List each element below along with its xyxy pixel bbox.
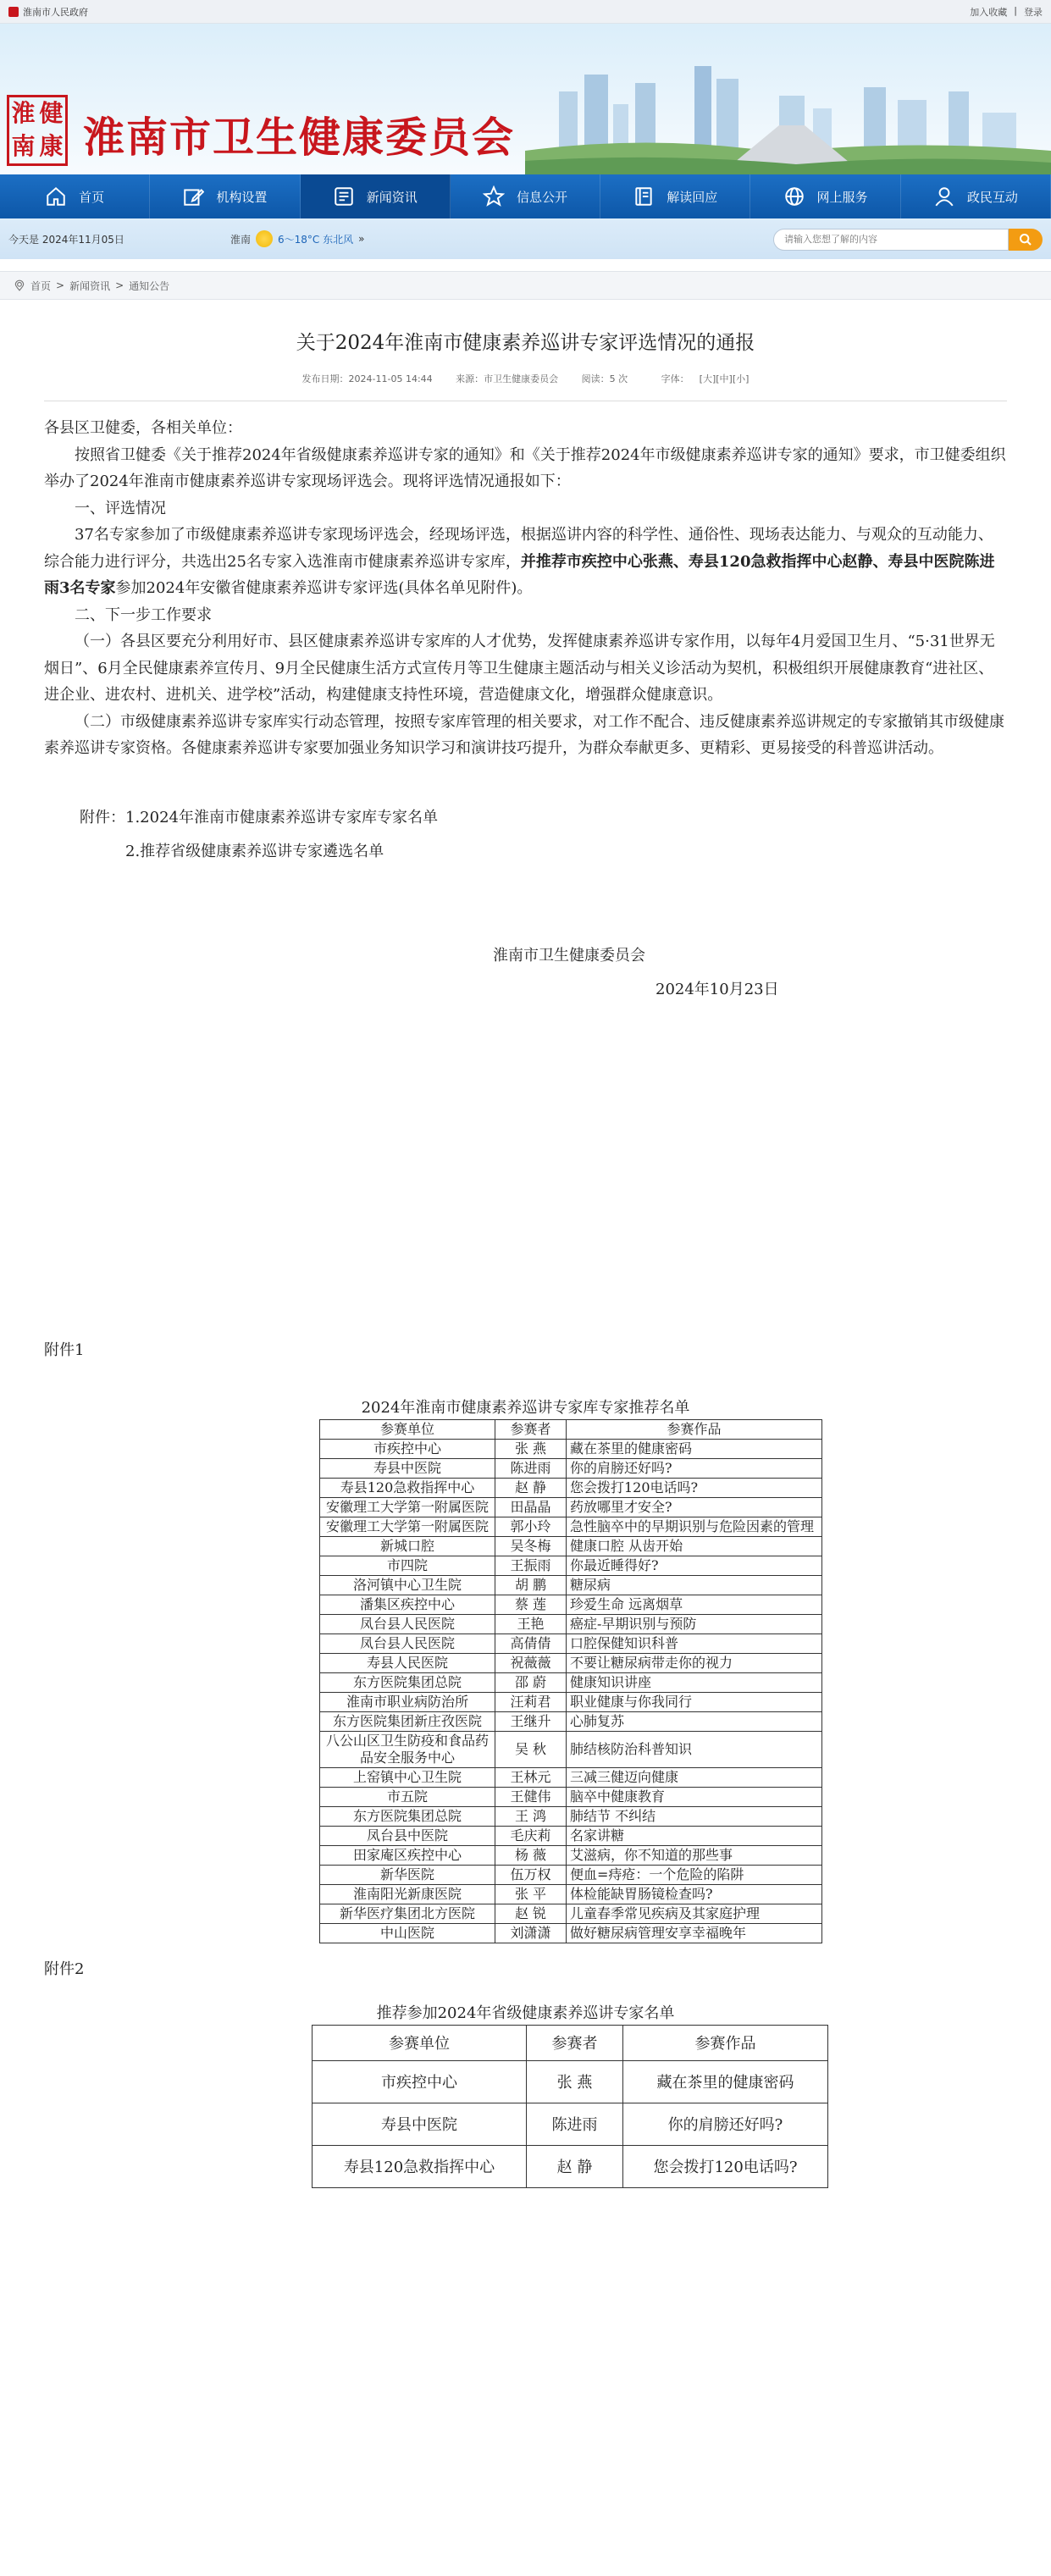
table-cell: 胡 鹏 xyxy=(495,1575,567,1595)
logo-char: 淮 xyxy=(11,99,36,127)
article xyxy=(0,327,1051,2188)
table-cell: 不要让糖尿病带走你的视力 xyxy=(567,1653,822,1672)
weather-city: 淮南 xyxy=(230,233,252,246)
table-cell: 陈进雨 xyxy=(495,1458,567,1478)
breadcrumb-home[interactable]: 首页 xyxy=(30,279,52,292)
table-row xyxy=(320,1711,822,1731)
table-cell: 珍爱生命 远离烟草 xyxy=(567,1595,822,1614)
nav-label: 网上服务 xyxy=(816,189,868,205)
table-row xyxy=(313,2060,828,2103)
table-header: 参赛单位 xyxy=(320,1419,495,1439)
article-meta xyxy=(44,372,1007,401)
table-cell: 糖尿病 xyxy=(567,1575,822,1595)
table-row xyxy=(313,2145,828,2187)
table-cell: 寿县人民医院 xyxy=(320,1653,495,1672)
table-cell: 寿县中医院 xyxy=(313,2103,527,2145)
table-cell: 淮南市职业病防治所 xyxy=(320,1692,495,1711)
table-cell: 艾滋病，你不知道的那些事 xyxy=(567,1845,822,1865)
table-row xyxy=(313,2103,828,2145)
table-cell: 新华医疗集团北方医院 xyxy=(320,1904,495,1923)
book-icon xyxy=(633,185,655,207)
nav-item-interact[interactable] xyxy=(901,174,1051,218)
table-cell: 吴 秋 xyxy=(495,1731,567,1767)
search-icon xyxy=(1019,233,1032,246)
table-cell: 赵 锐 xyxy=(495,1904,567,1923)
table-row xyxy=(320,1458,822,1478)
nav-label: 信息公开 xyxy=(516,189,567,205)
table-row xyxy=(320,1536,822,1556)
table-cell: 寿县120急救指挥中心 xyxy=(320,1478,495,1497)
table-cell: 新城口腔 xyxy=(320,1536,495,1556)
table-cell: 您会拨打120电话吗? xyxy=(623,2145,828,2187)
table-row xyxy=(320,1904,822,1923)
emblem-icon xyxy=(8,7,19,17)
table-row xyxy=(320,1806,822,1826)
nav-label: 机构设置 xyxy=(216,189,268,205)
nav-label: 政民互动 xyxy=(966,189,1018,205)
attachments-label: 附件： xyxy=(80,808,125,826)
nav-label: 解读回应 xyxy=(667,189,718,205)
table-cell: 心肺复苏 xyxy=(567,1711,822,1731)
table-cell: 蔡 莲 xyxy=(495,1595,567,1614)
table-row xyxy=(320,1923,822,1943)
table-cell: 健康口腔 从齿开始 xyxy=(567,1536,822,1556)
table-cell: 淮南阳光新康医院 xyxy=(320,1884,495,1904)
table-cell: 名家讲糖 xyxy=(567,1826,822,1845)
nav-item-home[interactable] xyxy=(0,174,150,218)
table-header: 参赛作品 xyxy=(623,2025,828,2060)
table-row xyxy=(320,1826,822,1845)
table-cell: 肺结核防治科普知识 xyxy=(567,1731,822,1767)
table-cell: 三减三健迈向健康 xyxy=(567,1767,822,1787)
table-header: 参赛者 xyxy=(495,1419,567,1439)
table-cell: 安徽理工大学第一附属医院 xyxy=(320,1497,495,1517)
table-cell: 王健伟 xyxy=(495,1787,567,1806)
logo-char: 康 xyxy=(39,132,64,160)
table-cell: 藏在茶里的健康密码 xyxy=(567,1439,822,1458)
attachment2-title: 推荐参加2024年省级健康素养巡讲专家名单 xyxy=(376,2004,675,2022)
table-cell: 王振雨 xyxy=(495,1556,567,1575)
table-cell: 八公山区卫生防疫和食品药品安全服务中心 xyxy=(320,1731,495,1767)
table-row xyxy=(320,1731,822,1767)
section1-bold-text: 并推荐市疾控中心张燕、寿县120急救指挥中心赵静、寿县中医院陈进雨3名专家 xyxy=(44,552,995,597)
table-cell: 赵 静 xyxy=(527,2145,623,2187)
table-cell: 田晶晶 xyxy=(495,1497,567,1517)
location-icon xyxy=(14,279,25,291)
nav-label: 新闻资讯 xyxy=(366,189,418,205)
table-cell: 健康知识讲座 xyxy=(567,1672,822,1692)
table-cell: 便血=痔疮：一个危险的陷阱 xyxy=(567,1865,822,1884)
table-cell: 职业健康与你我同行 xyxy=(567,1692,822,1711)
table-cell: 寿县120急救指挥中心 xyxy=(313,2145,527,2187)
section1-text: 37名专家参加了市级健康素养巡讲专家现场评选会，经现场评选，根据巡讲内容的科学性、通俗性、现场表达能力、与观众的互动能力、综合能力进行评分，共选出25名专家入选淮南市健康素养巡讲专家库， xyxy=(44,526,993,571)
article-source: 来源：市卫生健康委员会 xyxy=(456,373,559,384)
table-row xyxy=(320,1787,822,1806)
font-size-label: 字体： xyxy=(661,373,689,384)
table-cell: 药放哪里才安全? xyxy=(567,1497,822,1517)
section1-text-end: 参加2024年安徽省健康素养巡讲专家评选(具体名单见附件)。 xyxy=(115,579,533,597)
attachment1-title: 2024年淮南市健康素养巡讲专家库专家推荐名单 xyxy=(361,1398,690,1417)
table-header-row xyxy=(313,2025,828,2060)
table-header-row xyxy=(320,1419,822,1439)
table-header: 参赛作品 xyxy=(567,1419,822,1439)
globe-icon xyxy=(783,185,805,207)
intro-paragraph: 按照省卫健委《关于推荐2024年省级健康素养巡讲专家的通知》和《关于推荐2024年市级健康素养巡讲专家的通知》要求，市卫健委组织举办了2024年淮南市健康素养巡讲专家现场评选会。现将评选情况通报如下： xyxy=(44,445,1006,490)
main-nav xyxy=(0,174,1051,218)
nav-label: 首页 xyxy=(79,189,105,205)
attachment2-table-body xyxy=(313,2060,828,2187)
search-button[interactable] xyxy=(1009,229,1043,251)
table-cell: 口腔保健知识科普 xyxy=(567,1633,822,1653)
table-cell: 凤台县人民医院 xyxy=(320,1614,495,1633)
table-cell: 做好糖尿病管理安享幸福晚年 xyxy=(567,1923,822,1943)
section2-paragraph2: （二）市级健康素养巡讲专家库实行动态管理，按照专家库管理的相关要求，对工作不配合、违反健康素养巡讲规定的专家撤销其市级健康素养巡讲专家资格。各健康素养巡讲专家要加强业务知识学习和演讲技巧提升，为群众奉献更多、更精彩、更易接受的科普巡讲活动。 xyxy=(44,712,1004,757)
table-row xyxy=(320,1865,822,1884)
attachment-link-1[interactable]: 1.2024年淮南市健康素养巡讲专家库专家名单 xyxy=(125,808,438,826)
weather-more-link[interactable]: » xyxy=(358,233,365,245)
table-cell: 癌症-早期识别与预防 xyxy=(567,1614,822,1633)
table-cell: 你的肩膀还好吗? xyxy=(567,1458,822,1478)
table-cell: 伍万权 xyxy=(495,1865,567,1884)
section1-heading: 一、评选情况 xyxy=(75,499,166,517)
top-bar xyxy=(0,0,1051,24)
table-cell: 藏在茶里的健康密码 xyxy=(623,2060,828,2103)
attachment2-table xyxy=(312,2025,828,2188)
table-row xyxy=(320,1672,822,1692)
home-icon xyxy=(45,185,67,207)
font-large-link[interactable]: [大] xyxy=(699,373,716,384)
table-row xyxy=(320,1653,822,1672)
attachment-link-2[interactable]: 2.推荐省级健康素养巡讲专家遴选名单 xyxy=(125,842,384,860)
attachment1-table-body xyxy=(320,1439,822,1943)
table-cell: 新华医院 xyxy=(320,1865,495,1884)
view-count: 阅读：5 次 xyxy=(581,373,628,384)
table-row xyxy=(320,1556,822,1575)
table-row xyxy=(320,1439,822,1458)
table-cell: 郭小玲 xyxy=(495,1517,567,1536)
table-row xyxy=(320,1884,822,1904)
table-cell: 安徽理工大学第一附属医院 xyxy=(320,1517,495,1536)
table-cell: 洛河镇中心卫生院 xyxy=(320,1575,495,1595)
table-row xyxy=(320,1595,822,1614)
table-cell: 体检能缺胃肠镜检查吗? xyxy=(567,1884,822,1904)
section2-paragraph1: （一）各县区要充分利用好市、县区健康素养巡讲专家库的人才优势，发挥健康素养巡讲专家作用，以每年4月爱国卫生月、“5·31世界无烟日”、6月全民健康素养宣传月、9月全民健康生活方式宣传月等卫生健康主题活动与相关义诊活动为契机，积极组织开展健康教育“进社区、进企业、进农村、进机关、进学校”活动，构建健康支持性环境，营造健康文化，增强群众健康意识。 xyxy=(44,633,995,704)
salutation: 各县区卫健委，各相关单位： xyxy=(44,419,242,437)
font-medium-link[interactable]: [中] xyxy=(716,373,733,384)
sun-icon xyxy=(256,230,273,247)
table-cell: 张 燕 xyxy=(495,1439,567,1458)
table-cell: 潘集区疾控中心 xyxy=(320,1595,495,1614)
divider: | xyxy=(1014,4,1017,16)
site-name-link[interactable]: 淮南市人民政府 xyxy=(23,6,88,18)
table-cell: 高倩倩 xyxy=(495,1633,567,1653)
table-cell: 凤台县人民医院 xyxy=(320,1633,495,1653)
edit-icon xyxy=(182,185,204,207)
table-cell: 你的肩膀还好吗? xyxy=(623,2103,828,2145)
table-cell: 王艳 xyxy=(495,1614,567,1633)
table-cell: 田家庵区疾控中心 xyxy=(320,1845,495,1865)
table-cell: 汪莉君 xyxy=(495,1692,567,1711)
table-row xyxy=(320,1692,822,1711)
table-cell: 你最近睡得好? xyxy=(567,1556,822,1575)
publish-date: 发布日期：2024-11-05 14:44 xyxy=(301,373,433,384)
table-cell: 寿县中医院 xyxy=(320,1458,495,1478)
table-cell: 陈进雨 xyxy=(527,2103,623,2145)
add-favorite-link[interactable]: 加入收藏 xyxy=(970,6,1008,18)
search-box xyxy=(773,229,1043,251)
weather-temp: 6～18°C 东北风 xyxy=(278,233,354,246)
table-row xyxy=(320,1478,822,1497)
login-link[interactable]: 登录 xyxy=(1024,6,1043,18)
table-cell: 王 鸿 xyxy=(495,1806,567,1826)
table-row xyxy=(320,1845,822,1865)
table-cell: 祝薇薇 xyxy=(495,1653,567,1672)
signature-date: 2024年10月23日 xyxy=(655,980,779,998)
article-body xyxy=(44,415,1007,762)
table-cell: 张 平 xyxy=(495,1884,567,1904)
attachment1-label: 附件1 xyxy=(44,1341,85,1359)
table-row xyxy=(320,1517,822,1536)
table-cell: 肺结节 不纠结 xyxy=(567,1806,822,1826)
table-header: 参赛单位 xyxy=(313,2025,527,2060)
table-cell: 张 燕 xyxy=(527,2060,623,2103)
table-cell: 王林元 xyxy=(495,1767,567,1787)
info-bar xyxy=(0,218,1051,259)
article-title: 关于2024年淮南市健康素养巡讲专家评选情况的通报 xyxy=(296,332,755,354)
city-skyline-image xyxy=(525,58,1051,174)
nav-item-news[interactable] xyxy=(301,174,451,218)
table-row xyxy=(320,1614,822,1633)
table-cell: 王继升 xyxy=(495,1711,567,1731)
section1-paragraph xyxy=(44,522,1007,602)
breadcrumb-sep: > xyxy=(115,279,124,291)
table-cell: 邵 蔚 xyxy=(495,1672,567,1692)
nav-item-interpret[interactable] xyxy=(600,174,750,218)
table-row xyxy=(320,1633,822,1653)
breadcrumb-sep: > xyxy=(56,279,65,291)
breadcrumb xyxy=(0,271,1051,300)
table-cell: 赵 静 xyxy=(495,1478,567,1497)
site-logo[interactable] xyxy=(7,95,68,166)
table-cell: 儿童春季常见疾病及其家庭护理 xyxy=(567,1904,822,1923)
table-cell: 凤台县中医院 xyxy=(320,1826,495,1845)
search-input[interactable] xyxy=(773,229,1009,251)
table-cell: 上窑镇中心卫生院 xyxy=(320,1767,495,1787)
table-cell: 中山医院 xyxy=(320,1923,495,1943)
table-row xyxy=(320,1575,822,1595)
table-cell: 毛庆莉 xyxy=(495,1826,567,1845)
user-icon xyxy=(933,185,955,207)
font-size-controls xyxy=(651,373,750,384)
table-row xyxy=(320,1497,822,1517)
site-title: 淮南市卫生健康委员会 xyxy=(83,113,516,162)
table-cell: 吴冬梅 xyxy=(495,1536,567,1556)
table-header: 参赛者 xyxy=(527,2025,623,2060)
breadcrumb-news[interactable]: 新闻资讯 xyxy=(69,279,111,292)
news-icon xyxy=(333,185,355,207)
table-cell: 急性脑卒中的早期识别与危险因素的管理 xyxy=(567,1517,822,1536)
nav-item-info[interactable] xyxy=(451,174,600,218)
today-date: 今天是 2024年11月05日 xyxy=(8,233,124,246)
attachment1-table xyxy=(319,1419,822,1943)
logo-char: 南 xyxy=(11,132,36,160)
table-cell: 市四院 xyxy=(320,1556,495,1575)
table-cell: 刘潇潇 xyxy=(495,1923,567,1943)
nav-item-org[interactable] xyxy=(150,174,300,218)
table-row xyxy=(320,1767,822,1787)
table-cell: 东方医院集团总院 xyxy=(320,1672,495,1692)
star-icon xyxy=(483,185,505,207)
table-cell: 市疾控中心 xyxy=(313,2060,527,2103)
signature-org: 淮南市卫生健康委员会 xyxy=(493,946,645,965)
table-cell: 东方医院集团新庄孜医院 xyxy=(320,1711,495,1731)
weather-widget xyxy=(230,230,364,247)
table-cell: 脑卒中健康教育 xyxy=(567,1787,822,1806)
font-small-link[interactable]: [小] xyxy=(732,373,750,384)
breadcrumb-notice[interactable]: 通知公告 xyxy=(129,279,170,292)
section2-heading: 二、下一步工作要求 xyxy=(75,605,212,624)
table-cell: 东方医院集团总院 xyxy=(320,1806,495,1826)
logo-char: 健 xyxy=(39,99,64,127)
attachment2-label: 附件2 xyxy=(44,1960,85,1978)
table-cell: 市疾控中心 xyxy=(320,1439,495,1458)
nav-item-service[interactable] xyxy=(750,174,900,218)
attachments-list xyxy=(44,801,1007,869)
table-cell: 杨 薇 xyxy=(495,1845,567,1865)
banner xyxy=(0,24,1051,174)
table-cell: 市五院 xyxy=(320,1787,495,1806)
table-cell: 您会拨打120电话吗? xyxy=(567,1478,822,1497)
